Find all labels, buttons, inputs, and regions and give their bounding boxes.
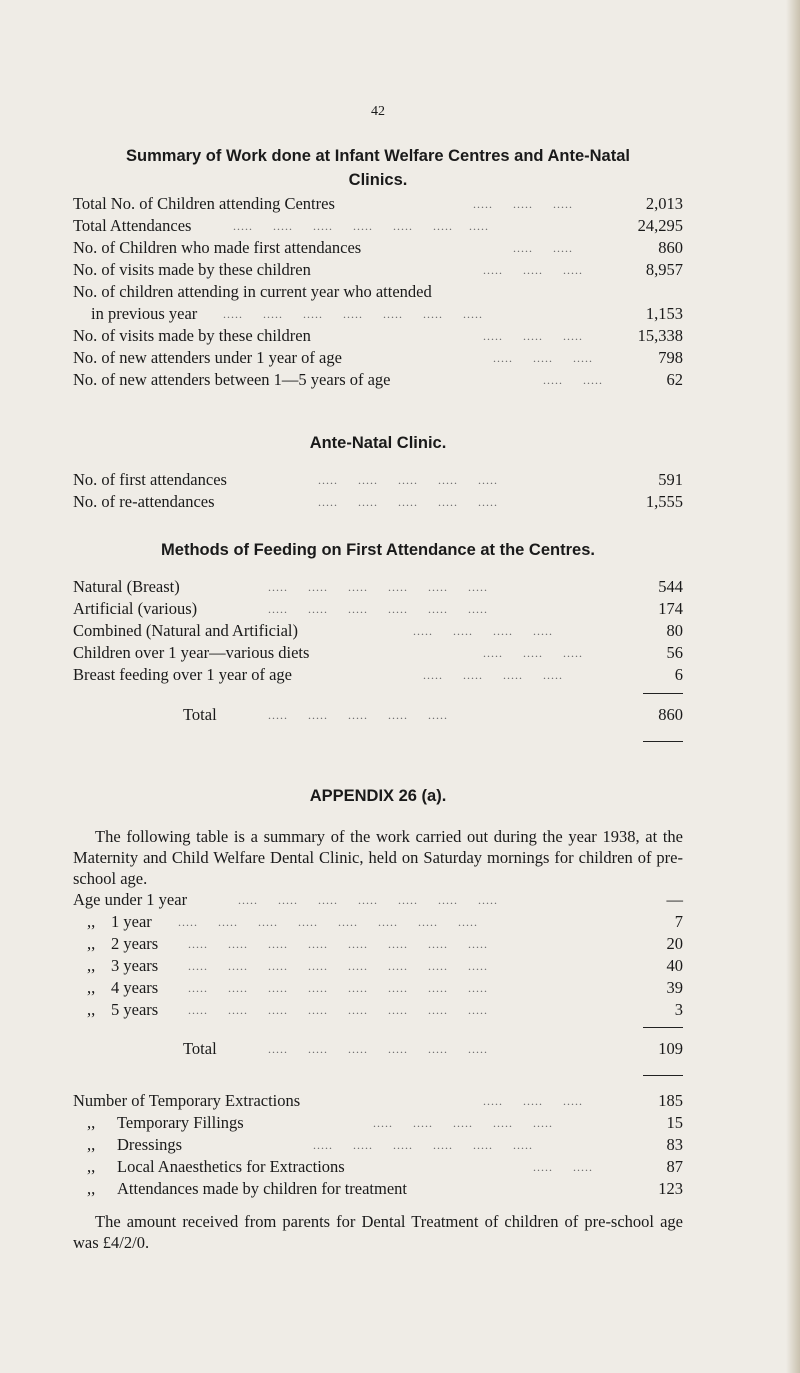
work-row: ,, Temporary Fillings ..... ..... ..... ..... ..... 15 (73, 1112, 683, 1134)
feeding-row: Artificial (various) ..... ..... ..... ..... ..... ..... 174 (73, 599, 683, 618)
summary-row: No. of visits made by these children ..... ..... ..... 8,957 (73, 260, 683, 279)
summary-row: No. of visits made by these children ..... ..... ..... 15,338 (73, 326, 683, 345)
feeding-total-rule-bottom (643, 741, 683, 742)
summary-row-value: 8,957 (645, 260, 683, 279)
work-row: ,, Local Anaesthetics for Extractions ..... ..... 87 (73, 1156, 683, 1178)
age-row: Age under 1 year ..... ..... ..... ..... ..... ..... ..... — (73, 890, 683, 909)
ditto-mark: ,, (87, 956, 96, 975)
antenatal-row-value: 1,555 (645, 492, 683, 511)
feeding-row-label: Combined (Natural and Artificial) (73, 621, 298, 640)
summary-row-label: No. of Children who made first attendances (73, 238, 362, 257)
work-row-value: 123 (658, 1179, 683, 1198)
work-row: Number of Temporary Extractions ..... ..... ..... 185 (73, 1091, 683, 1110)
summary-row-label: No. of new attenders under 1 year of age (73, 348, 342, 367)
age-total-row: Total ..... ..... ..... ..... ..... ..... 109 (183, 1039, 683, 1058)
feeding-total-value: 860 (658, 705, 683, 724)
summary-row-value: 15,338 (637, 326, 683, 345)
feeding-row: Natural (Breast) ..... ..... ..... ..... ..... ..... 544 (73, 577, 683, 596)
summary-row: Total No. of Children attending Centres ..... ..... ..... 2,013 (73, 194, 683, 213)
ditto-mark: ,, (87, 1113, 96, 1132)
feeding-row-label: Children over 1 year—various diets (73, 643, 310, 662)
feeding-total-rule-top (643, 693, 683, 694)
work-row: ,, Dressings ..... ..... ..... ..... ..... ..... 83 (73, 1134, 683, 1156)
appendix-closing: The amount received from parents for Dental Treatment of children of pre-school age was £4/2/0. (73, 1212, 683, 1252)
feeding-title: Methods of Feeding on First Attendance at the Centres. (161, 541, 595, 559)
age-row-value: 20 (666, 934, 683, 953)
antenatal-row-label: No. of re-attendances (73, 492, 215, 511)
page-edge-shadow (786, 0, 800, 1373)
antenatal-row-value: 591 (658, 470, 683, 489)
work-row-value: 185 (658, 1091, 683, 1110)
feeding-row: Breast feeding over 1 year of age ..... ..... ..... ..... 6 (73, 665, 683, 684)
age-row-value: 3 (674, 1000, 683, 1019)
age-row-label: 5 years (111, 1000, 159, 1019)
age-row-value: 39 (666, 978, 683, 997)
ditto-mark: ,, (87, 1000, 96, 1019)
summary-title-line1: Summary of Work done at Infant Welfare Centres and Ante-Natal (126, 147, 630, 165)
antenatal-title: Ante-Natal Clinic. (309, 434, 447, 452)
summary-row-label: Total No. of Children attending Centres (73, 194, 335, 213)
feeding-total-row: Total ..... ..... ..... ..... ..... 860 (183, 705, 683, 724)
work-row-value: 15 (666, 1113, 683, 1132)
summary-row: Total Attendances ..... ..... ..... ..... ..... ..... ..... 24,295 (73, 216, 683, 235)
age-row-label: 1 year (111, 912, 152, 931)
age-row-label: 2 years (111, 934, 159, 953)
summary-row-value: 798 (658, 348, 683, 367)
summary-row: in previous year ..... ..... ..... ..... ..... ..... ..... 1,153 (73, 303, 683, 325)
age-row-label: Age under 1 year (73, 890, 188, 909)
summary-row-value: 860 (658, 238, 683, 257)
age-row: ,, 3 years ..... ..... ..... ..... ..... ..... ..... ..... 40 (73, 955, 683, 977)
age-row: ,, 1 year ..... ..... ..... ..... ..... ..... ..... ..... 7 (73, 911, 683, 933)
feeding-row-label: Natural (Breast) (73, 577, 180, 596)
work-row-value: 87 (666, 1157, 683, 1176)
age-row: ,, 2 years ..... ..... ..... ..... ..... ..... ..... ..... 20 (73, 933, 683, 955)
summary-row-label: Total Attendances (73, 216, 192, 235)
page-number: 42 (371, 104, 385, 119)
feeding-row: Combined (Natural and Artificial) ..... ..... ..... ..... 80 (73, 621, 683, 640)
age-total-rule-top (643, 1027, 683, 1028)
feeding-row-value: 80 (666, 621, 683, 640)
summary-row-label: No. of children attending in current year who attended (73, 282, 432, 301)
age-row: ,, 4 years ..... ..... ..... ..... ..... ..... ..... ..... 39 (73, 977, 683, 999)
feeding-row: Children over 1 year—various diets ..... ..... ..... 56 (73, 643, 683, 662)
age-row-value: 7 (674, 912, 683, 931)
summary-row-label: No. of visits made by these children (73, 260, 311, 279)
age-total-label: Total (183, 1039, 217, 1058)
feeding-row-value: 174 (658, 599, 683, 618)
ditto-mark: ,, (87, 912, 96, 931)
summary-row (73, 281, 683, 303)
feeding-row-label: Breast feeding over 1 year of age (73, 665, 292, 684)
appendix-title: APPENDIX 26 (a). (309, 787, 447, 805)
summary-row-value: 2,013 (645, 194, 683, 213)
summary-row: No. of Children who made first attendances ..... ..... 860 (73, 238, 683, 257)
work-row-label: Attendances made by children for treatment (117, 1179, 408, 1198)
ditto-mark: ,, (87, 1135, 96, 1154)
summary-row-value: 62 (666, 370, 683, 389)
summary-row-value: 24,295 (637, 216, 683, 235)
summary-row-label: No. of new attenders between 1—5 years of age (73, 370, 391, 389)
age-total-value: 109 (658, 1039, 683, 1058)
summary-row-value: 1,153 (645, 304, 683, 323)
antenatal-row: No. of first attendances ..... ..... ..... ..... ..... 591 (73, 470, 683, 489)
feeding-row-value: 6 (674, 665, 683, 684)
antenatal-row-label: No. of first attendances (73, 470, 227, 489)
ditto-mark: ,, (87, 1157, 96, 1176)
summary-row-label: No. of visits made by these children (73, 326, 311, 345)
summary-row-label: in previous year (91, 304, 198, 323)
work-row-label: Local Anaesthetics for Extractions (117, 1157, 345, 1176)
work-row-value: 83 (666, 1135, 683, 1154)
summary-title-line2: Clinics. (348, 171, 408, 189)
work-row-label: Dressings (117, 1135, 183, 1154)
ditto-mark: ,, (87, 1179, 96, 1198)
work-row-label: Temporary Fillings (117, 1113, 244, 1132)
ditto-mark: ,, (87, 934, 96, 953)
summary-row: No. of new attenders under 1 year of age ..... ..... ..... 798 (73, 348, 683, 367)
feeding-row-value: 56 (666, 643, 683, 662)
age-total-rule-bottom (643, 1075, 683, 1076)
age-row-value: 40 (666, 956, 683, 975)
ditto-mark: ,, (87, 978, 96, 997)
antenatal-row: No. of re-attendances ..... ..... ..... ..... ..... 1,555 (73, 492, 683, 511)
age-row-value: — (666, 890, 683, 909)
age-row-label: 4 years (111, 978, 159, 997)
feeding-row-label: Artificial (various) (73, 599, 198, 618)
age-row-label: 3 years (111, 956, 159, 975)
appendix-intro: The following table is a summary of the work carried out during the year 1938, at the Maternity and Child Welfare Dental Clinic, held on Saturday mornings for children of pre-school age. (73, 827, 683, 888)
age-row: ,, 5 years ..... ..... ..... ..... ..... ..... ..... ..... 3 (73, 999, 683, 1021)
feeding-row-value: 544 (658, 577, 683, 596)
feeding-total-label: Total (183, 705, 217, 724)
work-row (73, 1178, 683, 1200)
work-row-label: Number of Temporary Extractions (73, 1091, 301, 1110)
summary-row: No. of new attenders between 1—5 years of age ..... ..... 62 (73, 370, 683, 389)
